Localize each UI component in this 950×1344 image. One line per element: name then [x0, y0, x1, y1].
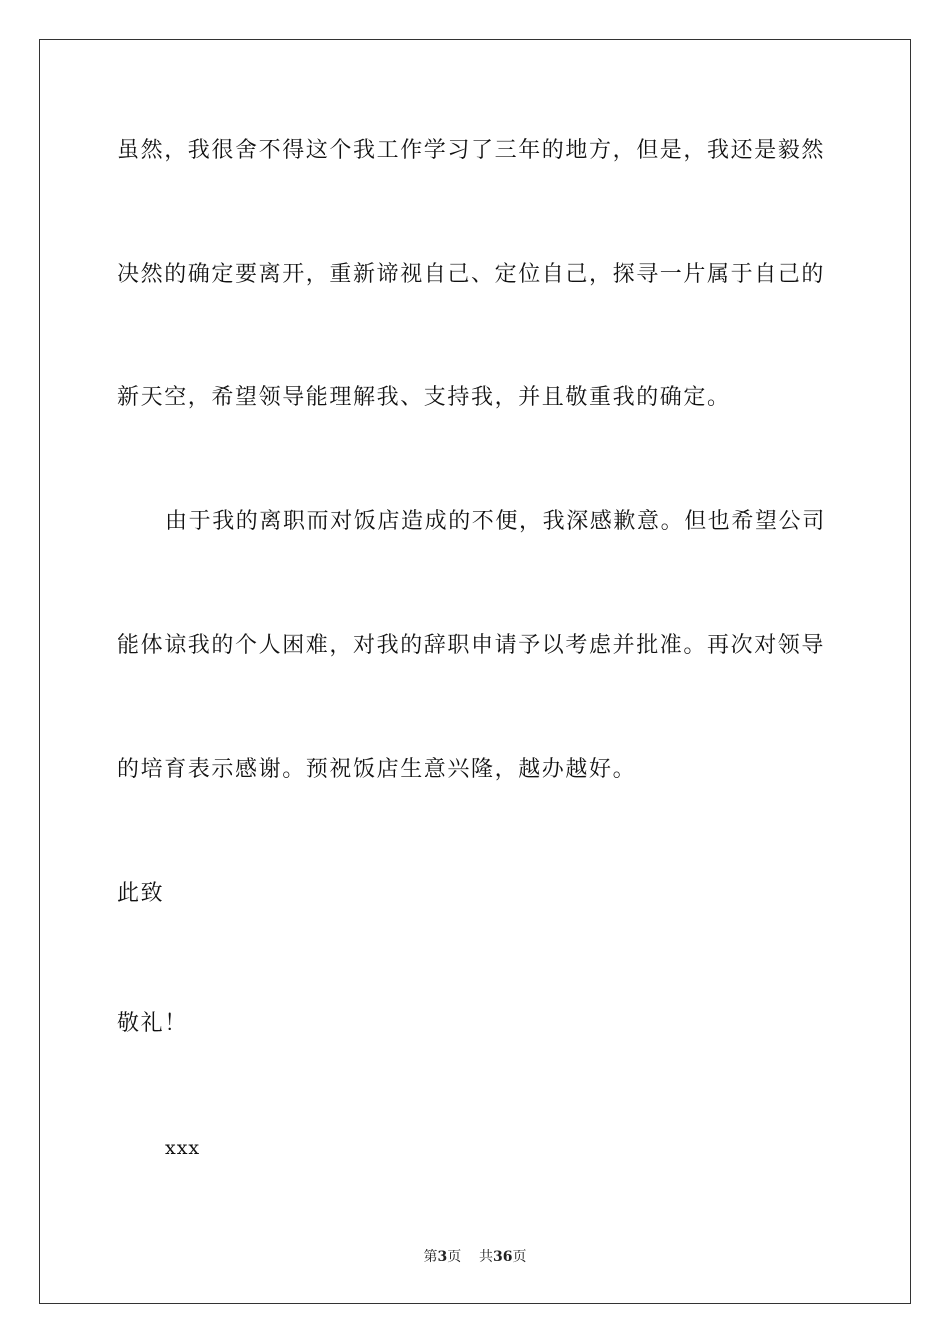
paragraph-1-line-2: 决然的确定要离开，重新谛视自己、定位自己，探寻一片属于自己的	[117, 262, 826, 287]
page-border	[39, 39, 911, 1304]
page-footer	[0, 1248, 950, 1266]
paragraph-2-line-2: 能体谅我的个人困难，对我的辞职申请予以考虑并批准。再次对领导	[117, 633, 826, 658]
closing-text: 此致	[117, 881, 165, 906]
total-suffix: 页	[512, 1249, 527, 1265]
page-suffix: 页	[447, 1249, 462, 1265]
page-prefix: 第	[423, 1249, 438, 1265]
signature: xxx	[165, 1137, 201, 1159]
salute-text: 敬礼！	[117, 1011, 188, 1036]
total-pages: 36	[493, 1249, 513, 1265]
paragraph-1-line-3: 新天空，希望领导能理解我、支持我，并且敬重我的确定。	[117, 385, 731, 410]
paragraph-1-line-1: 虽然，我很舍不得这个我工作学习了三年的地方，但是，我还是毅然	[117, 138, 826, 163]
paragraph-2-line-1: 由于我的离职而对饭店造成的不便，我深感歉意。但也希望公司	[165, 509, 826, 534]
paragraph-2-line-3: 的培育表示感谢。预祝饭店生意兴隆，越办越好。	[117, 757, 637, 782]
page-number: 3	[437, 1249, 448, 1265]
total-prefix: 共	[479, 1249, 494, 1265]
